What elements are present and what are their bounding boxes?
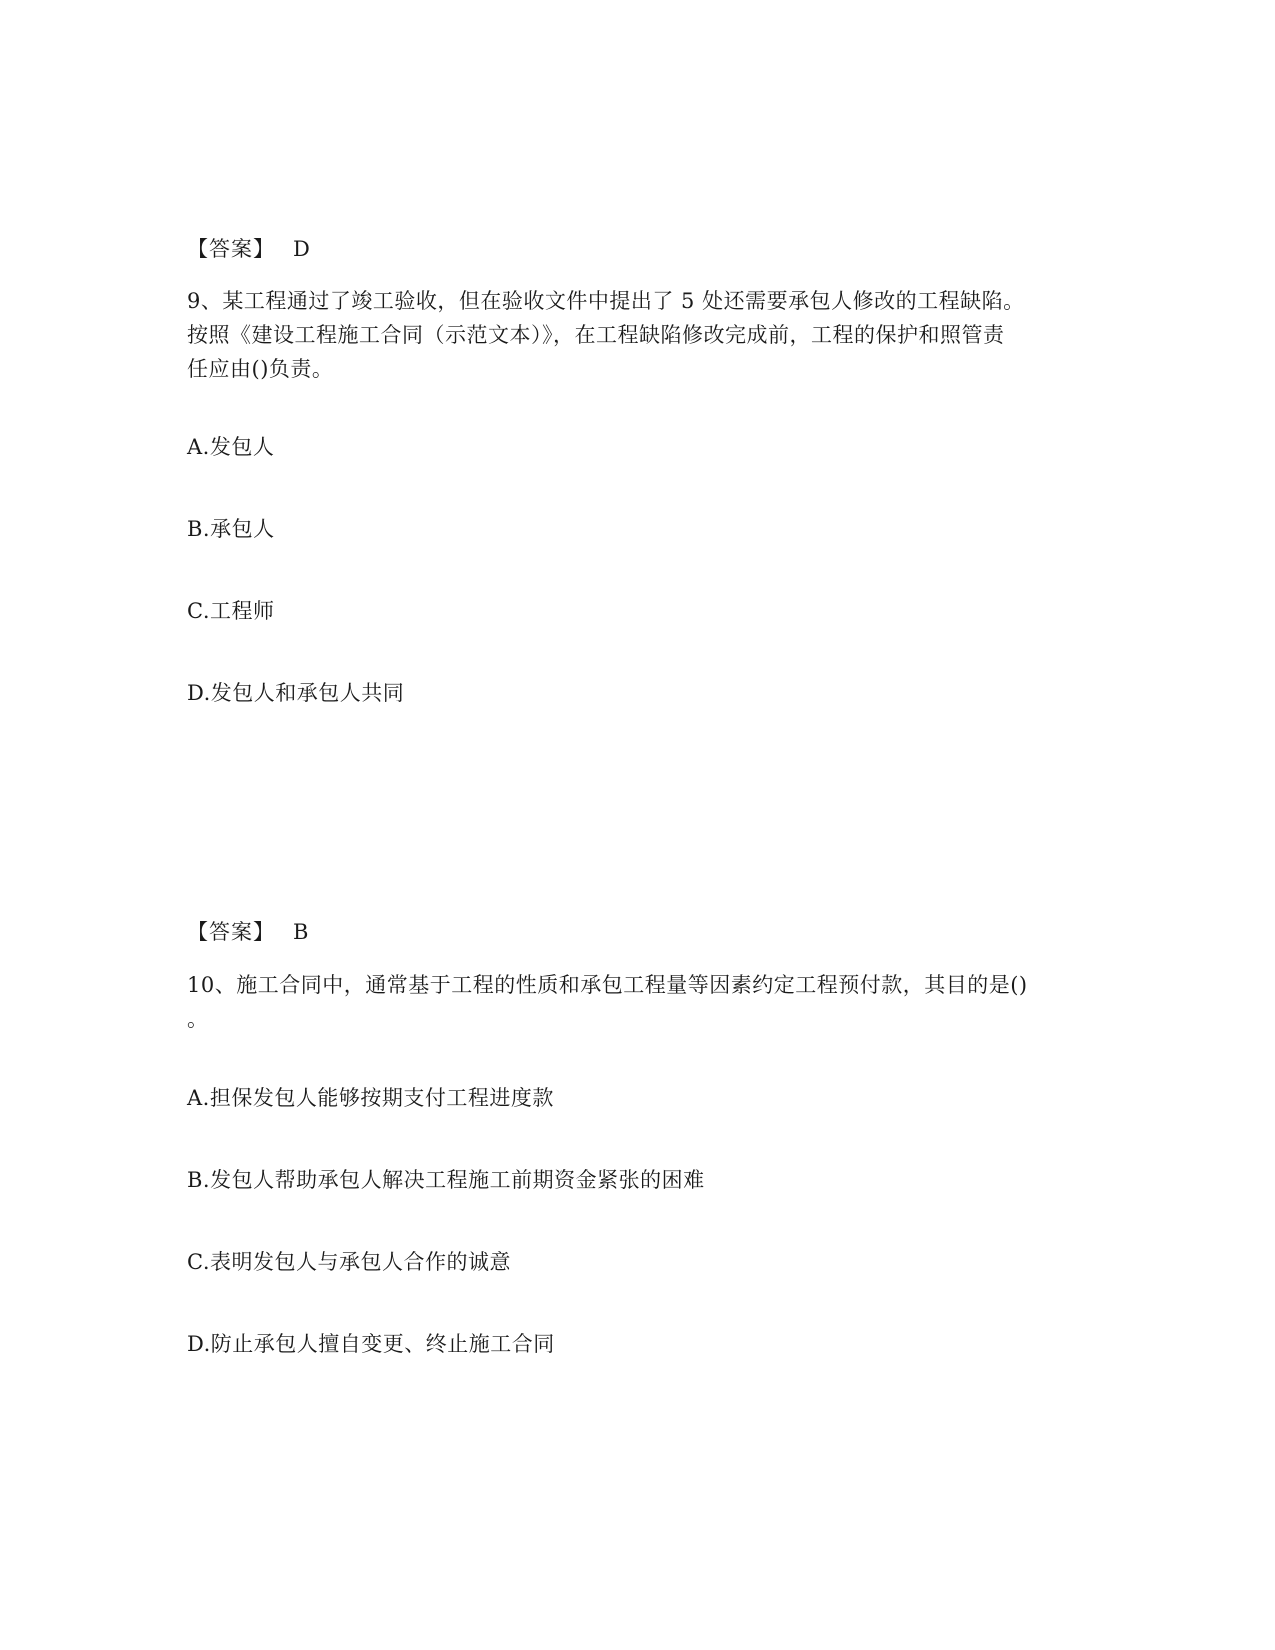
question-10-option-d: D.防止承包人擅自变更、终止施工合同 <box>187 1332 555 1356</box>
answer-value: B <box>293 920 309 944</box>
answer-label: 【答案】 <box>187 920 275 944</box>
answer-value: D <box>293 237 311 261</box>
question-9-line-2: 按照《建设工程施工合同（示范文本）》，在工程缺陷修改完成前，工程的保护和照管责 <box>187 323 1005 347</box>
question-9-stem <box>187 284 1087 386</box>
question-10-line-2: 。 <box>187 1007 209 1031</box>
question-10-option-b: B.发包人帮助承包人解决工程施工前期资金紧张的困难 <box>187 1168 705 1192</box>
question-9-option-d: D.发包人和承包人共同 <box>187 681 405 705</box>
question-9-option-a: A.发包人 <box>187 435 275 459</box>
question-9-option-b: B.承包人 <box>187 517 275 541</box>
answer-label: 【答案】 <box>187 237 275 261</box>
question-10-option-c: C.表明发包人与承包人合作的诚意 <box>187 1250 511 1274</box>
answer-line-2 <box>187 915 309 949</box>
answer-line-1 <box>187 232 310 266</box>
question-9-option-c: C.工程师 <box>187 599 275 623</box>
question-10-option-a: A.担保发包人能够按期支付工程进度款 <box>187 1086 554 1110</box>
question-10-stem <box>187 968 1087 1036</box>
question-9-line-3: 任应由()负责。 <box>187 357 334 381</box>
question-10-line-1: 10、施工合同中，通常基于工程的性质和承包工程量等因素约定工程预付款，其目的是() <box>187 973 1028 997</box>
question-9-line-1: 9、某工程通过了竣工验收，但在验收文件中提出了 5 处还需要承包人修改的工程缺陷。 <box>187 289 1025 313</box>
